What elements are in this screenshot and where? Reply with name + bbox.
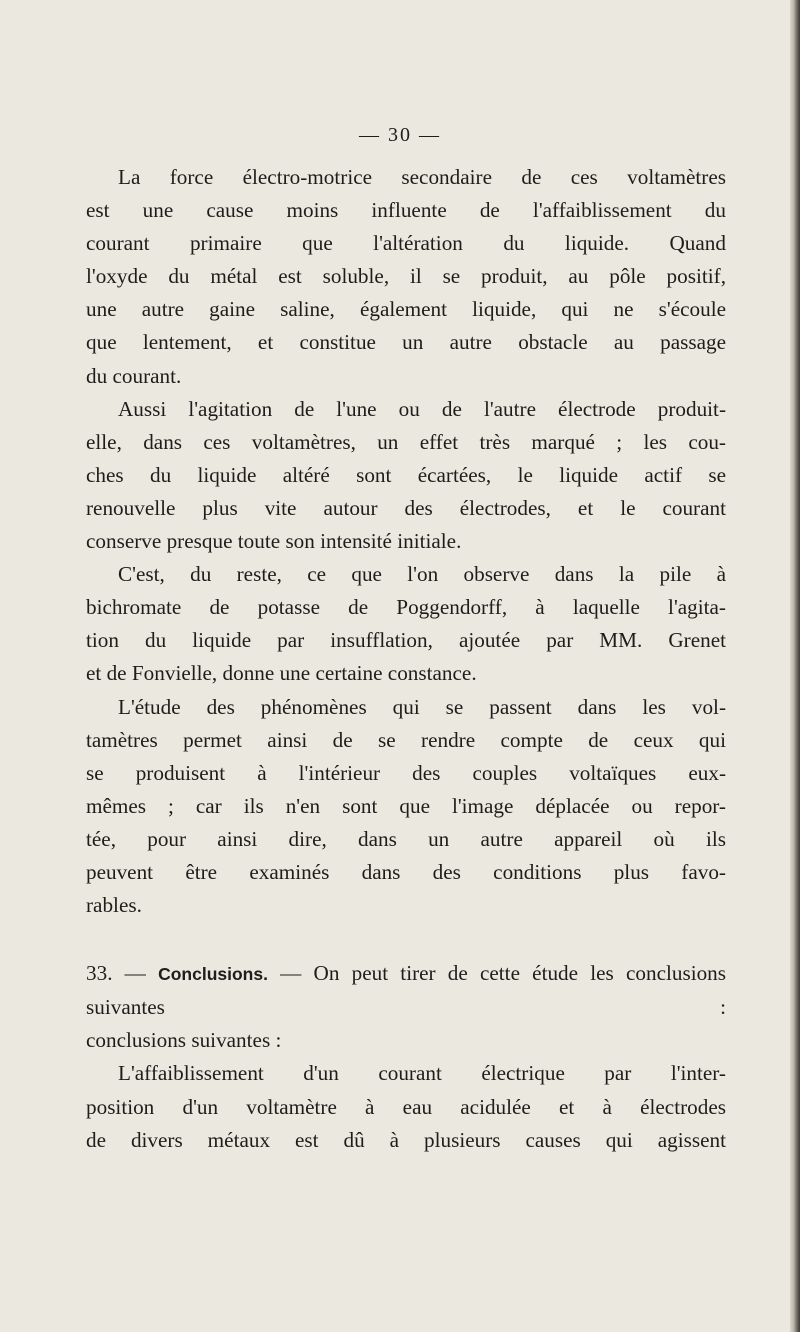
section-title: Conclusions. — [158, 964, 268, 985]
section-heading-line — [86, 957, 726, 1024]
paragraph — [86, 558, 726, 690]
text-line: conserve presque toute son intensité initiale. — [86, 529, 462, 554]
text-line: elle, dans ces voltamètres, un effet très marqué ; les cou- — [86, 429, 726, 454]
text-line: que lentement, et constitue un autre obstacle au passage — [86, 330, 726, 355]
text-line: C'est, du reste, ce que l'on observe dans la pile à — [118, 562, 726, 587]
page-edge-shadow — [790, 0, 800, 1332]
text-line: position d'un voltamètre à eau acidulée et à électrodes — [86, 1094, 726, 1119]
text-line: bichromate de potasse de Poggendorff, à laquelle l'agita- — [86, 595, 726, 620]
text-line: est une cause moins influente de l'affaiblissement du — [86, 198, 726, 223]
paragraph — [86, 161, 726, 393]
text-line: tion du liquide par insufflation, ajoutée par MM. Grenet — [86, 628, 726, 653]
section-lead: — On peut tirer de cette étude les conclusions suivantes : — [86, 961, 727, 1020]
paragraph — [86, 691, 726, 923]
section-33 — [86, 957, 726, 1057]
paragraph — [86, 393, 726, 558]
text-line: du courant. — [86, 363, 182, 388]
paragraph — [86, 1057, 726, 1156]
text-line: se produisent à l'intérieur des couples voltaïques eux- — [86, 760, 726, 785]
section-gap — [86, 922, 726, 957]
text-line: tamètres permet ainsi de se rendre compte de ceux qui — [86, 727, 726, 752]
text-line: tée, pour ainsi dire, dans un autre appareil où ils — [86, 826, 726, 851]
section-number: 33. — — [86, 961, 146, 986]
text-line: peuvent être examinés dans des conditions plus favo- — [86, 859, 726, 884]
text-line: et de Fonvielle, donne une certaine constance. — [86, 661, 477, 686]
text-line: l'oxyde du métal est soluble, il se produit, au pôle positif, — [86, 264, 726, 289]
text-line: renouvelle plus vite autour des électrodes, et le courant — [86, 495, 726, 520]
text-line: Aussi l'agitation de l'une ou de l'autre électrode produit- — [118, 396, 726, 421]
page-body — [86, 161, 726, 1157]
text-line: L'étude des phénomènes qui se passent dans les vol- — [118, 694, 726, 719]
text-line: La force électro-motrice secondaire de ces voltamètres — [118, 165, 726, 189]
text-line: conclusions suivantes : — [86, 1028, 282, 1053]
text-line: de divers métaux est dû à plusieurs causes qui agissent — [86, 1127, 726, 1152]
text-line: ches du liquide altéré sont écartées, le liquide actif se — [86, 462, 726, 487]
text-line: rables. — [86, 893, 142, 918]
text-line: L'affaiblissement d'un courant électrique par l'inter- — [118, 1061, 726, 1086]
text-line: mêmes ; car ils n'en sont que l'image déplacée ou repor- — [86, 793, 726, 818]
page-number: — 30 — — [359, 124, 441, 146]
text-line: courant primaire que l'altération du liquide. Quand — [86, 231, 726, 256]
text-line: une autre gaine saline, également liquide, qui ne s'écoule — [86, 297, 726, 322]
